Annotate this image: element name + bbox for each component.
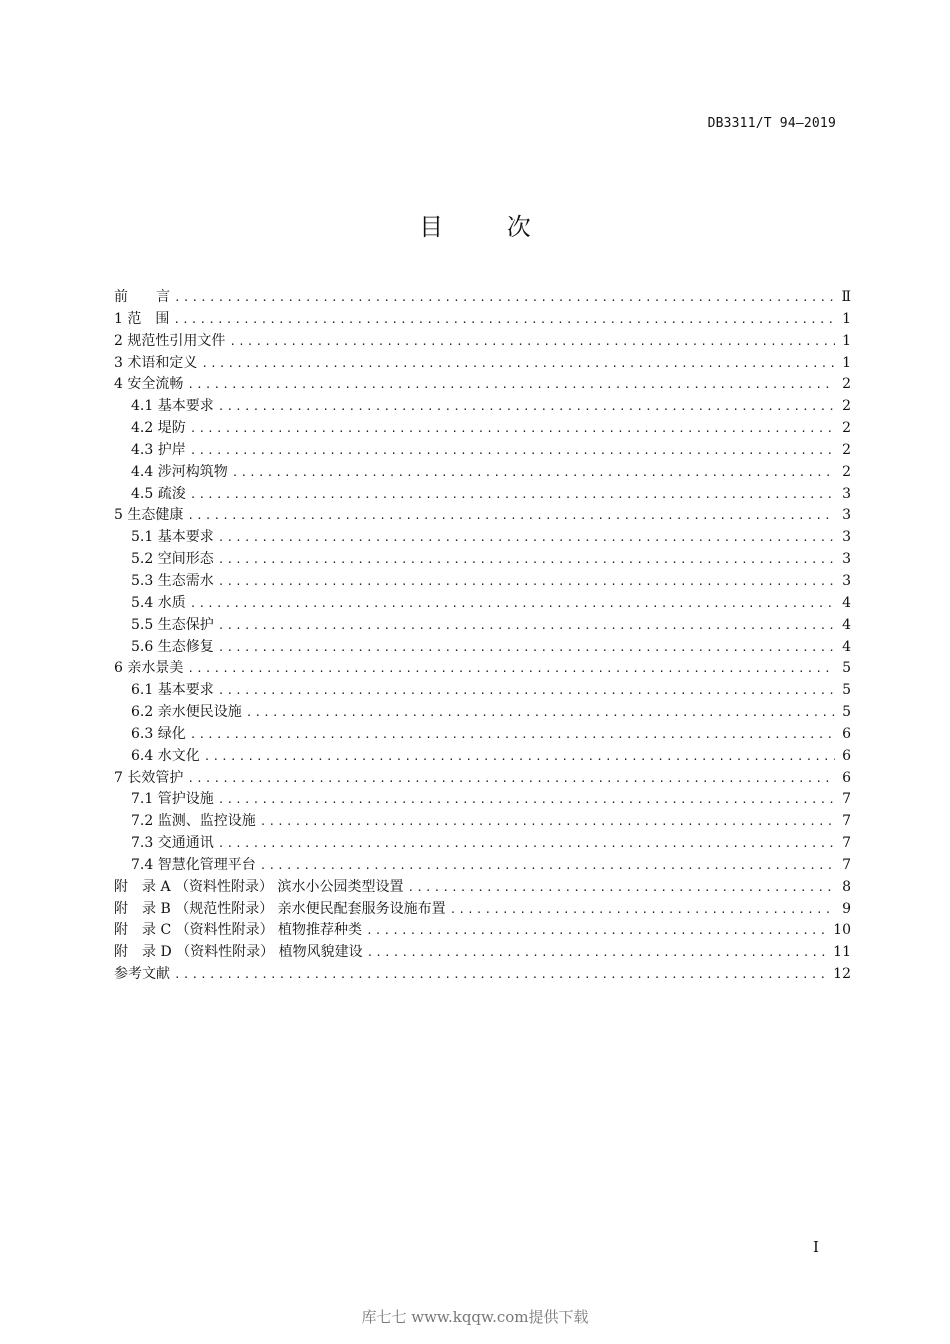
toc-entry[interactable] xyxy=(114,374,851,396)
toc-entry[interactable] xyxy=(114,593,851,615)
toc-dot-leader xyxy=(229,331,835,353)
watermark: 库七七 www.kqqw.com提供下载 xyxy=(361,1308,589,1326)
toc-entry-page: 9 xyxy=(842,900,851,917)
toc-entry-label: 7.2 监测、监控设施 xyxy=(131,813,256,830)
toc-entry[interactable] xyxy=(114,549,851,571)
toc-entry-label: 6.4 水文化 xyxy=(131,747,200,764)
toc-entry[interactable] xyxy=(114,855,851,877)
toc-entry-label: 6 亲水景美 xyxy=(114,660,184,677)
toc-entry-label: 4.2 堤防 xyxy=(131,420,186,437)
toc-dot-leader xyxy=(218,637,835,659)
toc-entry[interactable] xyxy=(114,877,851,899)
toc-entry-label: 前 言 xyxy=(114,289,170,305)
toc-entry-page: 1 xyxy=(842,332,851,349)
toc-entry-page: 6 xyxy=(842,747,851,764)
toc-dot-leader xyxy=(190,418,835,440)
toc-entry[interactable] xyxy=(114,505,851,527)
toc-dot-leader xyxy=(204,746,835,768)
toc-entry-label: 参考文献 xyxy=(114,966,170,983)
table-of-contents xyxy=(114,287,851,986)
toc-entry-label: 2 规范性引用文件 xyxy=(114,332,226,349)
toc-entry[interactable] xyxy=(114,746,851,768)
toc-entry[interactable] xyxy=(114,942,851,964)
toc-entry-page: 2 xyxy=(842,398,851,415)
toc-entry[interactable] xyxy=(114,396,851,418)
toc-dot-leader xyxy=(187,505,835,527)
toc-entry-label: 7.3 交通通讯 xyxy=(131,835,214,852)
toc-entry-label: 3 术语和定义 xyxy=(114,354,198,371)
page-number: I xyxy=(813,1238,819,1256)
toc-entry-page: 5 xyxy=(842,704,851,721)
toc-entry-label: 4.4 涉河构筑物 xyxy=(131,463,228,480)
toc-entry[interactable] xyxy=(114,353,851,375)
toc-entry-label: 5.4 水质 xyxy=(131,594,186,611)
toc-dot-leader xyxy=(218,833,835,855)
toc-dot-leader xyxy=(187,768,835,790)
toc-entry-label: 5.1 基本要求 xyxy=(131,529,214,546)
toc-entry-label: 7 长效管护 xyxy=(114,769,184,786)
toc-dot-leader xyxy=(190,484,835,506)
toc-entry-label: 7.1 管护设施 xyxy=(131,791,214,808)
toc-entry-page: 2 xyxy=(842,441,851,458)
toc-entry[interactable] xyxy=(114,309,851,331)
toc-dot-leader xyxy=(187,658,835,680)
page-title: 目 次 xyxy=(419,213,559,241)
toc-entry-label: 5.3 生态需水 xyxy=(131,572,214,589)
toc-entry-label: 6.3 绿化 xyxy=(131,725,186,742)
toc-entry-label: 附 录 B （规范性附录） 亲水便民配套服务设施布置 xyxy=(114,900,446,917)
toc-entry-page: 2 xyxy=(842,376,851,393)
toc-entry-label: 附 录 A （资料性附录） 滨水小公园类型设置 xyxy=(114,878,404,895)
toc-entry-page: 7 xyxy=(842,856,851,873)
toc-entry-page: 1 xyxy=(842,354,851,371)
toc-entry-page: Ⅱ xyxy=(841,289,851,305)
document-code: DB3311/T 94—2019 xyxy=(707,116,836,131)
toc-entry-page: 2 xyxy=(842,420,851,437)
toc-dot-leader xyxy=(366,920,829,942)
toc-dot-leader xyxy=(201,353,835,375)
toc-entry-page: 4 xyxy=(842,594,851,611)
toc-entry-label: 6.2 亲水便民设施 xyxy=(131,704,242,721)
toc-entry-page: 7 xyxy=(842,791,851,808)
toc-entry[interactable] xyxy=(114,833,851,855)
toc-entry-page: 6 xyxy=(842,725,851,742)
toc-dot-leader xyxy=(174,964,829,986)
toc-dot-leader xyxy=(190,593,835,615)
toc-entry-page: 12 xyxy=(833,966,851,983)
toc-entry[interactable] xyxy=(114,331,851,353)
toc-dot-leader xyxy=(218,527,835,549)
toc-entry[interactable] xyxy=(114,811,851,833)
toc-dot-leader xyxy=(218,789,835,811)
toc-entry[interactable] xyxy=(114,964,851,986)
toc-entry-label: 7.4 智慧化管理平台 xyxy=(131,856,256,873)
toc-entry-label: 4.5 疏浚 xyxy=(131,485,186,502)
toc-dot-leader xyxy=(190,440,835,462)
toc-entry-page: 8 xyxy=(842,878,851,895)
toc-entry-page: 2 xyxy=(842,463,851,480)
toc-dot-leader xyxy=(218,680,835,702)
toc-entry[interactable] xyxy=(114,702,851,724)
toc-entry[interactable] xyxy=(114,484,851,506)
toc-entry-label: 1 范 围 xyxy=(114,310,170,327)
toc-entry-label: 4.3 护岸 xyxy=(131,441,186,458)
toc-dot-leader xyxy=(218,396,835,418)
toc-entry[interactable] xyxy=(114,768,851,790)
toc-entry-page: 7 xyxy=(842,835,851,852)
toc-entry-label: 附 录 D （资料性附录） 植物风貌建设 xyxy=(114,944,363,961)
toc-entry-label: 5.6 生态修复 xyxy=(131,638,214,655)
toc-entry-page: 10 xyxy=(833,922,851,939)
toc-dot-leader xyxy=(260,855,835,877)
toc-entry-label: 附 录 C （资料性附录） 植物推荐种类 xyxy=(114,922,363,939)
toc-dot-leader xyxy=(190,724,835,746)
toc-entry[interactable] xyxy=(114,462,851,484)
toc-entry-label: 4.1 基本要求 xyxy=(131,398,214,415)
toc-entry-page: 11 xyxy=(833,944,851,961)
toc-entry[interactable] xyxy=(114,571,851,593)
toc-entry-page: 3 xyxy=(842,551,851,568)
toc-dot-leader xyxy=(218,549,835,571)
toc-dot-leader xyxy=(450,899,835,921)
toc-entry[interactable] xyxy=(114,658,851,680)
toc-entry-label: 5.2 空间形态 xyxy=(131,551,214,568)
toc-dot-leader xyxy=(407,877,835,899)
toc-entry[interactable] xyxy=(114,287,851,309)
toc-dot-leader xyxy=(260,811,835,833)
toc-entry[interactable] xyxy=(114,527,851,549)
toc-entry[interactable] xyxy=(114,680,851,702)
toc-entry-page: 3 xyxy=(842,485,851,502)
toc-dot-leader xyxy=(218,571,835,593)
toc-dot-leader xyxy=(174,287,835,309)
toc-entry-page: 1 xyxy=(842,310,851,327)
toc-entry-label: 4 安全流畅 xyxy=(114,376,184,393)
toc-entry-label: 5 生态健康 xyxy=(114,507,184,524)
toc-entry[interactable] xyxy=(114,418,851,440)
toc-entry[interactable] xyxy=(114,440,851,462)
toc-entry-page: 6 xyxy=(842,769,851,786)
toc-entry-label: 6.1 基本要求 xyxy=(131,682,214,699)
toc-dot-leader xyxy=(232,462,835,484)
toc-entry-label: 5.5 生态保护 xyxy=(131,616,214,633)
toc-dot-leader xyxy=(246,702,835,724)
toc-dot-leader xyxy=(187,374,835,396)
toc-entry-page: 7 xyxy=(842,813,851,830)
toc-entry-page: 3 xyxy=(842,507,851,524)
toc-entry[interactable] xyxy=(114,789,851,811)
toc-entry[interactable] xyxy=(114,920,851,942)
toc-dot-leader xyxy=(218,615,835,637)
toc-entry[interactable] xyxy=(114,615,851,637)
toc-entry-page: 5 xyxy=(842,660,851,677)
toc-entry[interactable] xyxy=(114,899,851,921)
toc-entry[interactable] xyxy=(114,637,851,659)
toc-entry-page: 4 xyxy=(842,616,851,633)
toc-entry-page: 3 xyxy=(842,529,851,546)
toc-entry-page: 5 xyxy=(842,682,851,699)
toc-entry-page: 4 xyxy=(842,638,851,655)
toc-dot-leader xyxy=(367,942,830,964)
toc-entry-page: 3 xyxy=(842,572,851,589)
toc-dot-leader xyxy=(173,309,835,331)
toc-entry[interactable] xyxy=(114,724,851,746)
